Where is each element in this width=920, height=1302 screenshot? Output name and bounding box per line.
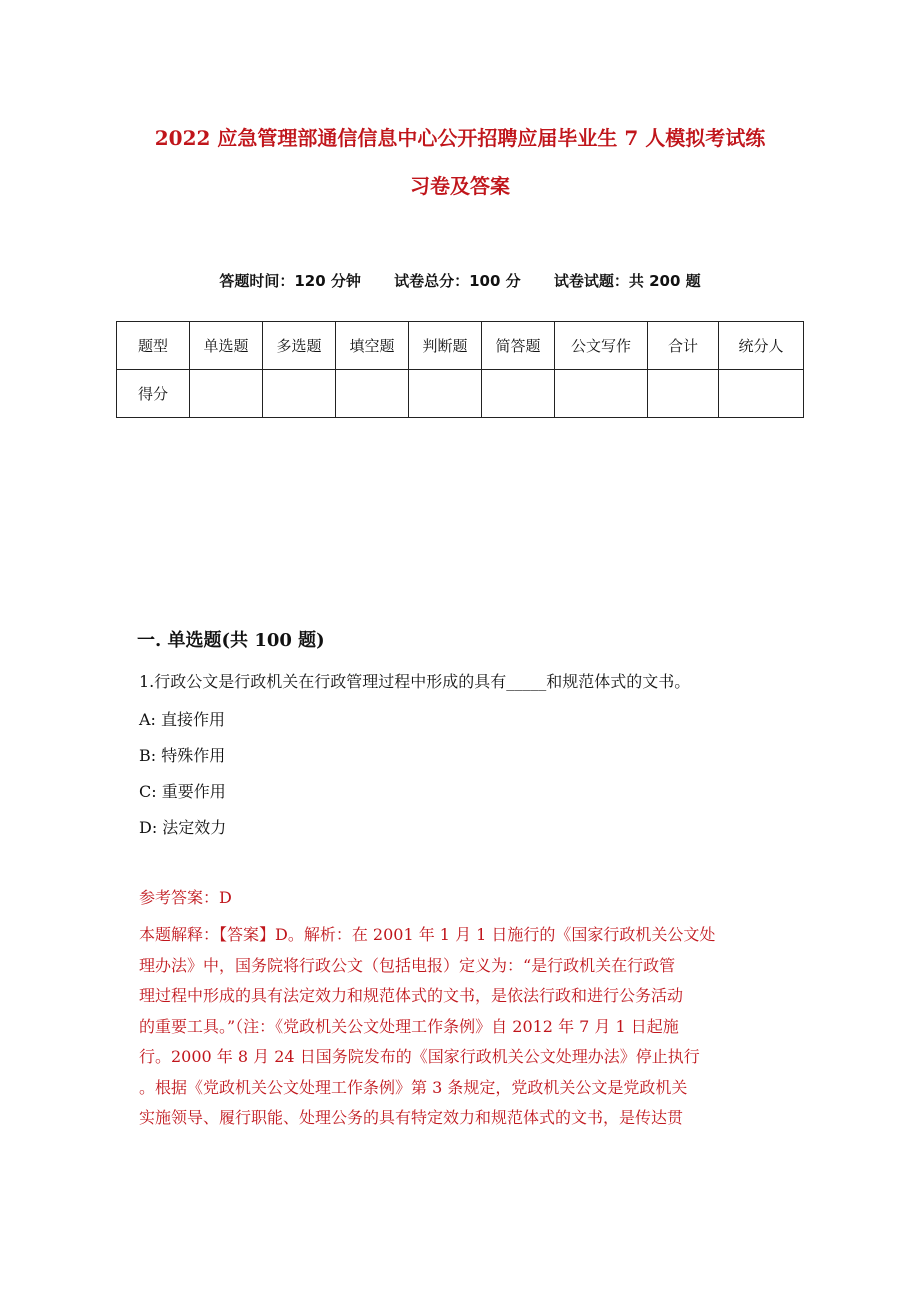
document-title-line-1: 2022 应急管理部通信信息中心公开招聘应届毕业生 7 人模拟考试练 — [154, 126, 766, 150]
score-header-cell: 简答题 — [482, 322, 555, 370]
exam-total-score: 试卷总分：100 分 — [394, 272, 521, 290]
score-header-cell: 合计 — [648, 322, 719, 370]
document-title-line-2: 习卷及答案 — [410, 174, 510, 198]
score-cell[interactable] — [409, 370, 482, 418]
score-header-cell: 统分人 — [719, 322, 804, 370]
section-heading: 一. 单选题(共 100 题) — [137, 630, 325, 651]
score-cell[interactable] — [555, 370, 648, 418]
exam-meta — [0, 270, 920, 291]
answer-explanation — [139, 920, 783, 1134]
explanation-line: 实施领导、履行职能、处理公务的具有特定效力和规范体式的文书，是传达贯 — [139, 1108, 684, 1127]
reference-answer: 参考答案：D — [139, 888, 232, 907]
score-cell[interactable] — [482, 370, 555, 418]
score-header-cell: 公文写作 — [555, 322, 648, 370]
score-table-header-row — [117, 322, 804, 370]
option-c: C: 重要作用 — [139, 782, 226, 801]
score-header-cell: 填空题 — [336, 322, 409, 370]
exam-question-count: 试卷试题：共 200 题 — [553, 272, 701, 290]
exam-time: 答题时间：120 分钟 — [219, 272, 361, 290]
score-header-cell: 题型 — [117, 322, 190, 370]
score-table-score-row — [117, 370, 804, 418]
score-header-cell: 单选题 — [190, 322, 263, 370]
explanation-line: 的重要工具。”（注：《党政机关公文处理工作条例》自 2012 年 7 月 1 日起施 — [139, 1016, 679, 1036]
option-a: A: 直接作用 — [139, 710, 226, 729]
explanation-line: 本题解释：【答案】D。解析：在 2001 年 1 月 1 日施行的《国家行政机关公文处 — [139, 925, 716, 944]
explanation-line: 理办法》中，国务院将行政公文（包括电报）定义为：“是行政机关在行政管 — [139, 955, 676, 975]
score-table — [116, 321, 804, 418]
option-b: B: 特殊作用 — [139, 746, 226, 765]
score-header-cell: 判断题 — [409, 322, 482, 370]
score-header-cell: 多选题 — [263, 322, 336, 370]
explanation-line: 理过程中形成的具有法定效力和规范体式的文书，是依法行政和进行公务活动 — [139, 986, 684, 1005]
score-row-label: 得分 — [117, 370, 190, 418]
explanation-line: 行。2000 年 8 月 24 日国务院发布的《国家行政机关公文处理办法》停止执行 — [139, 1047, 700, 1066]
score-cell[interactable] — [336, 370, 409, 418]
score-cell[interactable] — [719, 370, 804, 418]
option-d: D: 法定效力 — [139, 818, 227, 837]
score-cell[interactable] — [263, 370, 336, 418]
explanation-line: 。根据《党政机关公文处理工作条例》第 3 条规定，党政机关公文是党政机关 — [139, 1077, 688, 1097]
score-cell[interactable] — [190, 370, 263, 418]
question-stem: 1.行政公文是行政机关在行政管理过程中形成的具有_____和规范体式的文书。 — [139, 672, 691, 691]
score-cell[interactable] — [648, 370, 719, 418]
